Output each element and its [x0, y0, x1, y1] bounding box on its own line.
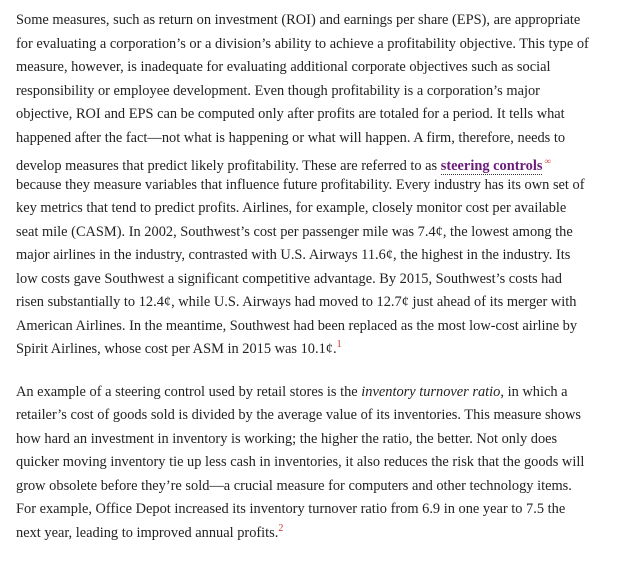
text-line — [16, 522, 589, 546]
text-line: happened after the fact—not what is happening or what will happen. A firm, therefore, needs to — [16, 129, 566, 146]
text-line: risen substantially to 12.4¢, while U.S. Airways had moved to 12.7¢ just ahead of its merger with — [16, 294, 577, 310]
text-line — [16, 338, 589, 362]
text-segment: An example of a steering control used by retail stores is the — [16, 383, 362, 400]
steering-controls-link[interactable]: steering controls — [440, 158, 543, 174]
text-line: responsibility or employee development. Even though profitability is a corporation’s major — [16, 82, 540, 99]
text-line: objective, ROI and EPS can be computed only after profits are totaled for a period. It tells what — [16, 106, 565, 122]
text-line: Some measures, such as return on investment (ROI) and earnings per share (EPS), are appropriate — [16, 12, 581, 28]
text-line — [16, 381, 589, 405]
footnote-2-link[interactable]: 2 — [278, 522, 284, 534]
footnote-1-link[interactable]: 1 — [336, 339, 342, 350]
glossary-icon[interactable]: ∞ — [544, 156, 551, 166]
text-line: quicker moving inventory tie up less cash in inventories, it also reduces the risk that the goods will — [16, 454, 585, 470]
text-line: American Airlines. In the meantime, Southwest had been replaced as the most low-cost airline by — [16, 317, 578, 334]
text-line: For example, Office Depot increased its inventory turnover ratio from 6.9 in one year to 7.5 the — [16, 501, 566, 517]
text-segment: , in which a — [500, 383, 568, 400]
text-segment: next year, leading to improved annual profits. — [16, 524, 279, 541]
text-line: low costs gave Southwest a significant competitive advantage. By 2015, Southwest’s costs had — [16, 270, 562, 287]
text-line: for evaluating a corporation’s or a division’s ability to achieve a profitability objective. This type of — [16, 35, 589, 52]
paragraph-inventory-turnover — [16, 381, 589, 546]
text-line — [16, 150, 589, 174]
text-line: key metrics that tend to predict profits. Airlines, for example, closely monitor cost per available — [16, 200, 567, 216]
text-segment: develop measures that predict likely profitability. These are referred to as — [16, 158, 441, 174]
text-line: grow obsolete before they’re sold—a crucial measure for computers and other technology items. — [16, 477, 572, 494]
text-segment: Spirit Airlines, whose cost per ASM in 2015 was 10.1¢. — [16, 341, 337, 357]
text-line: seat mile (CASM). In 2002, Southwest’s cost per passenger mile was 7.4¢, the lowest among the — [16, 223, 573, 240]
document-body — [16, 9, 589, 545]
text-line: retailer’s cost of goods sold is divided by the average value of its inventories. This measure shows — [16, 407, 581, 423]
text-line: because they measure variables that influence future profitability. Every industry has its own set of — [16, 176, 585, 193]
text-line: major airlines in the industry, contrasted with U.S. Airways 11.6¢, the highest in the industry. Its — [16, 247, 571, 263]
term-inventory-turnover-ratio: inventory turnover ratio — [361, 383, 501, 400]
paragraph-steering-controls — [16, 9, 589, 362]
text-line: measure, however, is inadequate for evaluating additional corporate objectives such as social — [16, 59, 551, 75]
text-line: how hard an investment in inventory is working; the higher the ratio, the better. Not only does — [16, 430, 558, 447]
